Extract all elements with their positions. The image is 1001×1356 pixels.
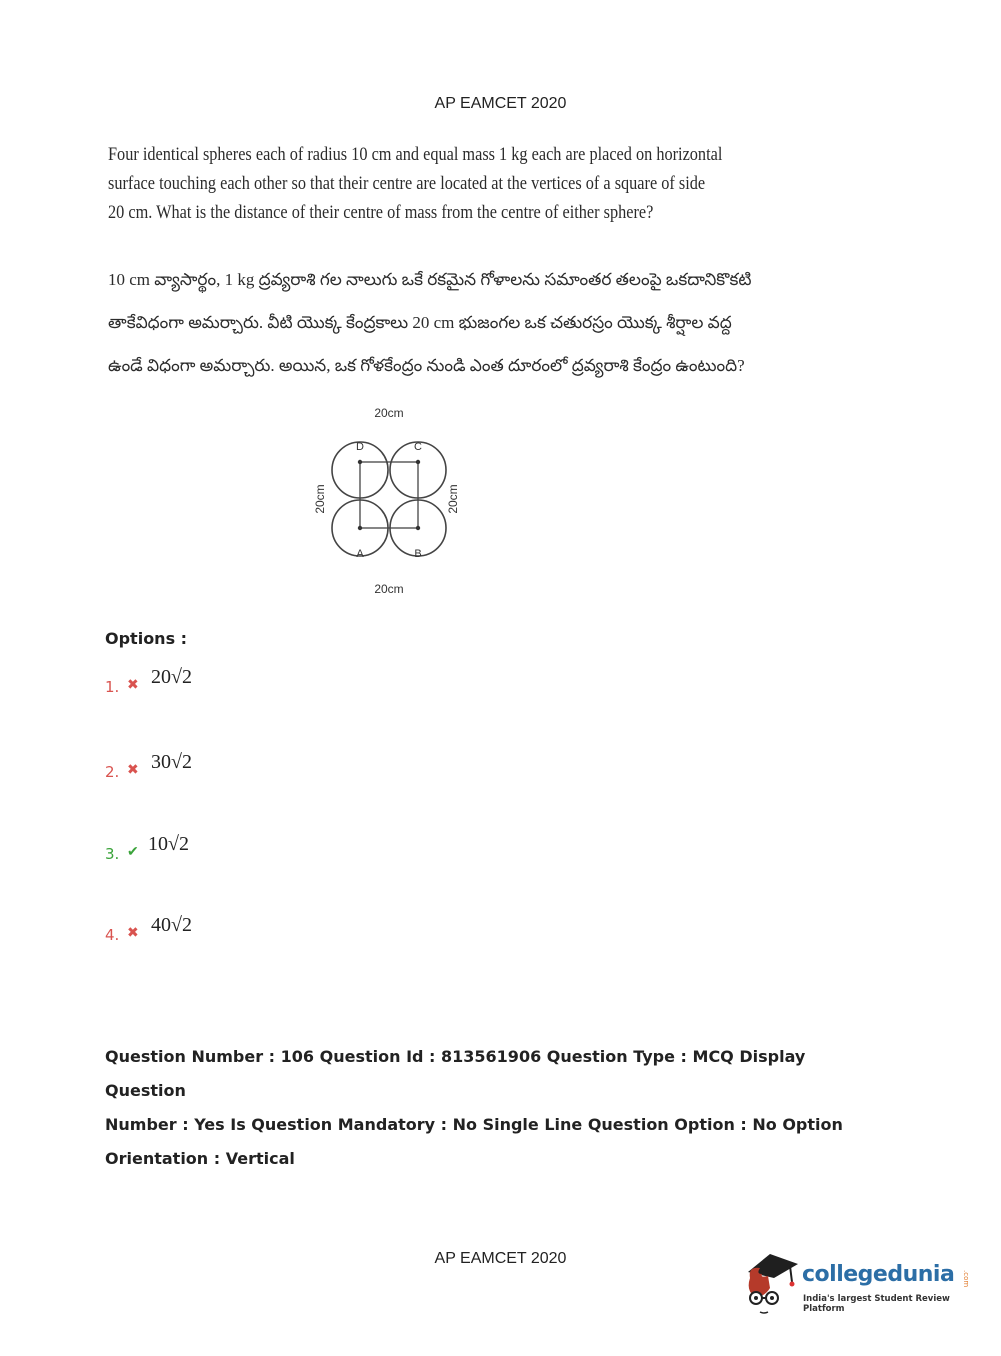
question-telugu <box>108 258 768 387</box>
page-footer: AP EAMCET 2020 <box>434 1250 567 1267</box>
question-metadata <box>105 1040 885 1176</box>
spheres-diagram <box>300 400 470 600</box>
check-icon: ✔ <box>127 843 139 859</box>
option-value: 40√2 <box>151 914 192 936</box>
question-telugu-line: ఉండే విధంగా అమర్చారు. అయిన, ఒక గోళకేంద్రం నుండి ఎంత దూరంలో ద్రవ్యరాశి కేంద్రం ఉంటుంది? <box>108 356 745 375</box>
option-number: 4. <box>105 926 120 944</box>
vertex-d-label: D <box>356 441 364 453</box>
mascot-icon <box>740 1248 800 1318</box>
question-telugu-line: 10 cm వ్యాసార్థం, 1 kg ద్రవ్యరాశి గల నాలుగు ఒకే రకమైన గోళాలను సమాంతర తలంపై ఒకదానికొకటి <box>108 270 752 289</box>
question-telugu-line: తాకేవిధంగా అమర్చారు. వీటి యొక్క కేంద్రకాలు 20 cm భుజంగల ఒక చతురస్రం యొక్క శీర్షాల వద్ద <box>108 313 732 332</box>
top-side-label: 20cm <box>374 406 404 420</box>
logo-name: collegedunia <box>802 1262 955 1287</box>
bottom-side-label: 20cm <box>374 582 404 596</box>
logo-suffix: .com <box>962 1270 970 1288</box>
cross-icon: ✖ <box>127 761 139 777</box>
vertex-c-label: C <box>414 441 422 453</box>
question-english-line: surface touching each other so that their centre are located at the vertices of a square of side <box>108 174 706 194</box>
metadata-line: Orientation : Vertical <box>105 1149 295 1168</box>
collegedunia-logo[interactable] <box>740 1248 980 1318</box>
option-value: 10√2 <box>148 833 189 855</box>
question-english-line: 20 cm. What is the distance of their centre of mass from the centre of either sphere? <box>108 203 654 223</box>
cross-icon: ✖ <box>127 924 139 940</box>
question-english-line: Four identical spheres each of radius 10 cm and equal mass 1 kg each are placed on horizontal <box>108 145 723 165</box>
right-side-label: 20cm <box>446 484 460 514</box>
option-number: 1. <box>105 678 120 696</box>
metadata-line: Number : Yes Is Question Mandatory : No Single Line Question Option : No Option <box>105 1115 843 1134</box>
vertex-a-label: A <box>356 548 364 560</box>
option-number: 2. <box>105 763 120 781</box>
options-title: Options : <box>105 629 188 648</box>
option-value: 20√2 <box>151 666 192 688</box>
option-number: 3. <box>105 845 120 863</box>
cross-icon: ✖ <box>127 676 139 692</box>
page-header: AP EAMCET 2020 <box>434 95 567 112</box>
vertex-b-label: B <box>414 548 422 560</box>
metadata-line: Question Number : 106 Question Id : 813561906 Question Type : MCQ Display Question <box>105 1047 806 1100</box>
logo-tagline: India's largest Student Review Platform <box>803 1294 950 1314</box>
option-value: 30√2 <box>151 751 192 773</box>
question-english <box>108 141 723 228</box>
square-frame <box>360 462 418 528</box>
left-side-label: 20cm <box>313 484 327 514</box>
